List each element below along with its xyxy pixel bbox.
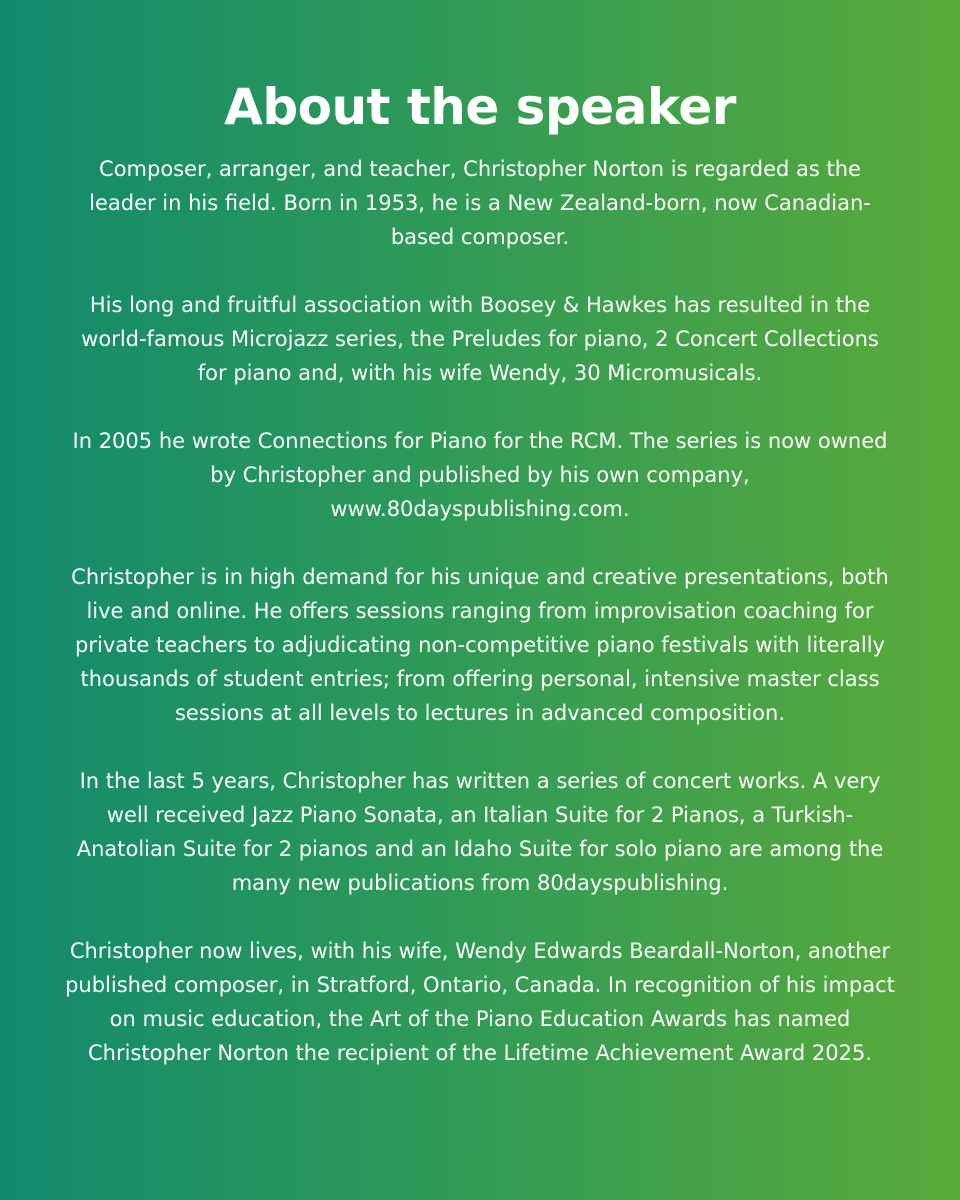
bio-paragraph-concert-works: In the last 5 years, Christopher has written a series of concert works. A very well received Jazz Piano Sonata, an Italian Suite for 2 Pianos, a Turkish-Anatolian Suite for 2 pianos and an Idaho Suite for solo piano are among the many new publications from 80dayspublishing. — [76, 769, 884, 895]
bio-paragraph-intro: Composer, arranger, and teacher, Christopher Norton is regarded as the leader in his field. Born in 1953, he is a New Zealand-born, now Canadian-based composer. — [89, 157, 871, 249]
bio-paragraph-presentations: Christopher is in high demand for his unique and creative presentations, both live and online. He offers sessions ranging from improvisation coaching for private teachers to adjudicating non-competitive piano festivals with literally thousands of student entries; from offering personal, intensive master class sessions at all levels to lectures in advanced composition. — [71, 565, 889, 725]
bio-text — [65, 152, 895, 1070]
page-title: About the speaker — [224, 78, 736, 136]
bio-paragraph-connections: In 2005 he wrote Connections for Piano for the RCM. The series is now owned by Christopher and published by his own company, www.80dayspublishing.com. — [72, 429, 888, 521]
bio-paragraph-award: Christopher now lives, with his wife, Wendy Edwards Beardall-Norton, another published composer, in Stratford, Ontario, Canada. In recognition of his impact on music education, the Art of the Piano Education Awards has named Christopher Norton the recipient of the Lifetime Achievement Award 2025. — [65, 939, 895, 1065]
bio-paragraph-boosey-hawkes: His long and fruitful association with Boosey & Hawkes has resulted in the world-famous Microjazz series, the Preludes for piano, 2 Concert Collections for piano and, with his wife Wendy, 30 Micromusicals. — [81, 293, 879, 385]
